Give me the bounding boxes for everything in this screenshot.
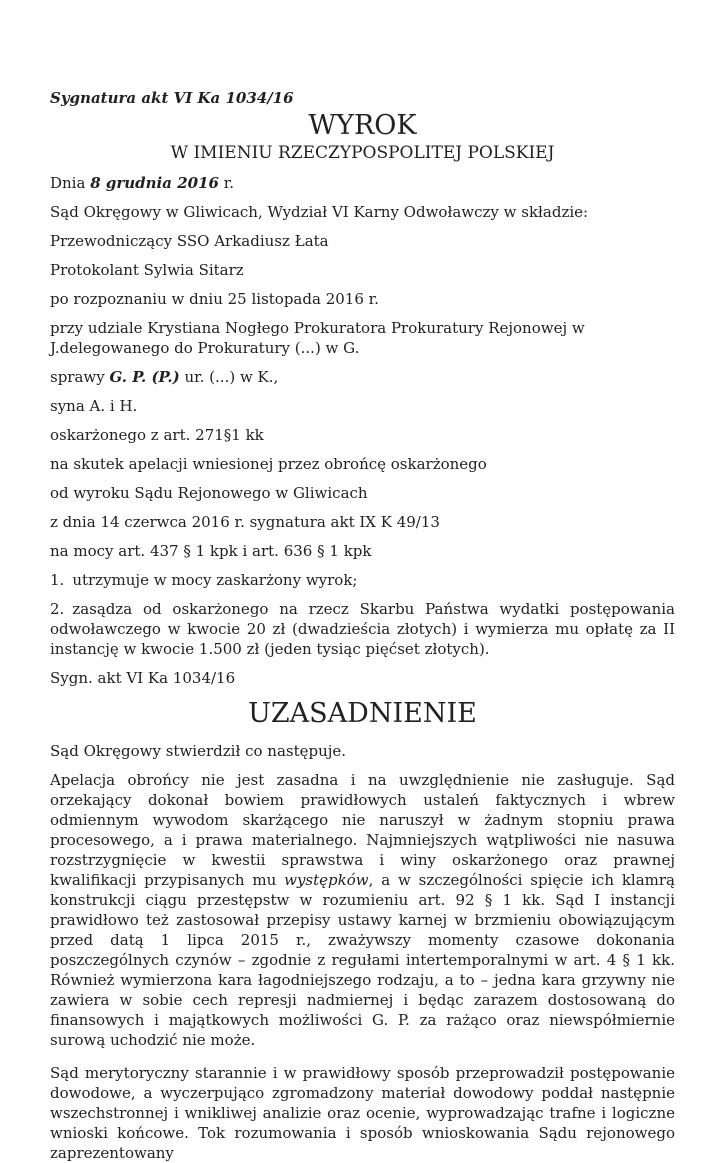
justification-lead: Sąd Okręgowy stwierdził co następuje.: [50, 742, 347, 760]
parentage-line: syna A. i H.: [50, 397, 138, 415]
appealed-judgment-date-line: z dnia 14 czerwca 2016 r. sygnatura akt IX K 49/13: [50, 513, 440, 531]
judgment-date-line: [50, 173, 675, 193]
justification-paragraph-1-seg1-italic: występków: [284, 871, 369, 889]
justification-paragraph-1-seg2: , a w szczególności spięcie ich klamrą konstrukcji ciągu przestępstw w rozumieniu art. 92 § 1 kk. Sąd I instancji prawidłowo też zastosował przepisy ustawy karnej w brzmieniu obowiązującym przed datą 1 lipca 2015 r., zważywszy momenty czasowe dokonania poszczególnych czynów – zgodnie z regułami intertemporalnymi w art. 4 § 1 kk. Również wymierzona kara łagodniejszego rodzaju, a to – jedna kara grzywny nie zawiera w sobie cech represji nadmiernej i będąc zarazem dostosowaną do finansowych i majątkowych możliwości G. P. za rażąco oraz niewspółmiernie surową uchodzić nie może.: [50, 871, 675, 1049]
legal-basis-line: na mocy art. 437 § 1 kpk i art. 636 § 1 kpk: [50, 542, 372, 560]
defendant-prefix: sprawy: [50, 368, 110, 386]
judgment-title: WYROK: [308, 110, 417, 141]
judgment-date-prefix: Dnia: [50, 174, 91, 192]
judgment-date: 8 grudnia 2016: [90, 174, 219, 192]
judgment-date-suffix: r.: [218, 174, 235, 192]
defendant-name: G. P. (P.): [109, 368, 180, 386]
court-composition-line: Sąd Okręgowy w Gliwicach, Wydział VI Karny Odwoławczy w składzie:: [50, 203, 589, 221]
presiding-judge-line: Przewodniczący SSO Arkadiusz Łata: [50, 232, 329, 250]
ruling-2-text: zasądza od oskarżonego na rzecz Skarbu Państwa wydatki postępowania odwoławczego w kwocie 20 zł (dwadzieścia złotych) i wymierza mu opłatę za II instancję w kwocie 1.500 zł (jeden tysiąc pięćset złotych).: [50, 600, 675, 658]
defendant-line: [50, 367, 675, 387]
justification-heading: UZASADNIENIE: [248, 698, 477, 729]
charge-line: oskarżonego z art. 271§1 kk: [50, 426, 264, 444]
ruling-item-1: [50, 570, 675, 590]
appeal-line: na skutek apelacji wniesionej przez obrońcę oskarżonego: [50, 455, 487, 473]
defendant-suffix: ur. (...) w K.,: [179, 368, 279, 386]
case-signature: Sygnatura akt VI Ka 1034/16: [50, 89, 294, 107]
ruling-item-2: [50, 599, 675, 659]
justification-paragraph-1: [50, 770, 675, 1050]
judgment-subtitle: W IMIENIU RZECZYPOSPOLITEJ POLSKIEJ: [170, 143, 555, 163]
hearing-date-line: po rozpoznaniu w dniu 25 listopada 2016 r.: [50, 290, 379, 308]
ruling-1-number: 1.: [50, 571, 65, 589]
appealed-judgment-line: od wyroku Sądu Rejonowego w Gliwicach: [50, 484, 368, 502]
clerk-line: Protokolant Sylwia Sitarz: [50, 261, 244, 279]
prosecutor-line: przy udziale Krystiana Nogłego Prokuratora Prokuratury Rejonowej w J.delegowanego do Prokuratury (...) w G.: [50, 319, 585, 357]
ruling-2-number: 2.: [50, 600, 65, 618]
justification-paragraph-1-seg0: Apelacja obrońcy nie jest zasadna i na uwzględnienie nie zasługuje. Sąd orzekający dokonał bowiem prawidłowych ustaleń faktycznych i wbrew odmiennym wywodom skarżącego nie naruszył w żadnym stopniu prawa procesowego, a i prawa materialnego. Najmniejszych wątpliwości nie nasuwa rozstrzygnięcie w kwestii sprawstwa i winy oskarżonego oraz prawnej kwalifikacji przypisanych mu: [50, 771, 675, 889]
reference-signature: Sygn. akt VI Ka 1034/16: [50, 669, 236, 687]
justification-paragraph-2: Sąd merytoryczny starannie i w prawidłowy sposób przeprowadził postępowanie dowodowe, a wyczerpująco zgromadzony materiał dowodowy poddał następnie wszechstronnej i wnikliwej analizie oraz ocenie, wyprowadzając trafne i logiczne wnioski końcowe. Tok rozumowania i sposób wnioskowania Sądu rejonowego zaprezentowany: [50, 1064, 675, 1162]
ruling-1-text: utrzymuje w mocy zaskarżony wyrok;: [72, 571, 358, 589]
